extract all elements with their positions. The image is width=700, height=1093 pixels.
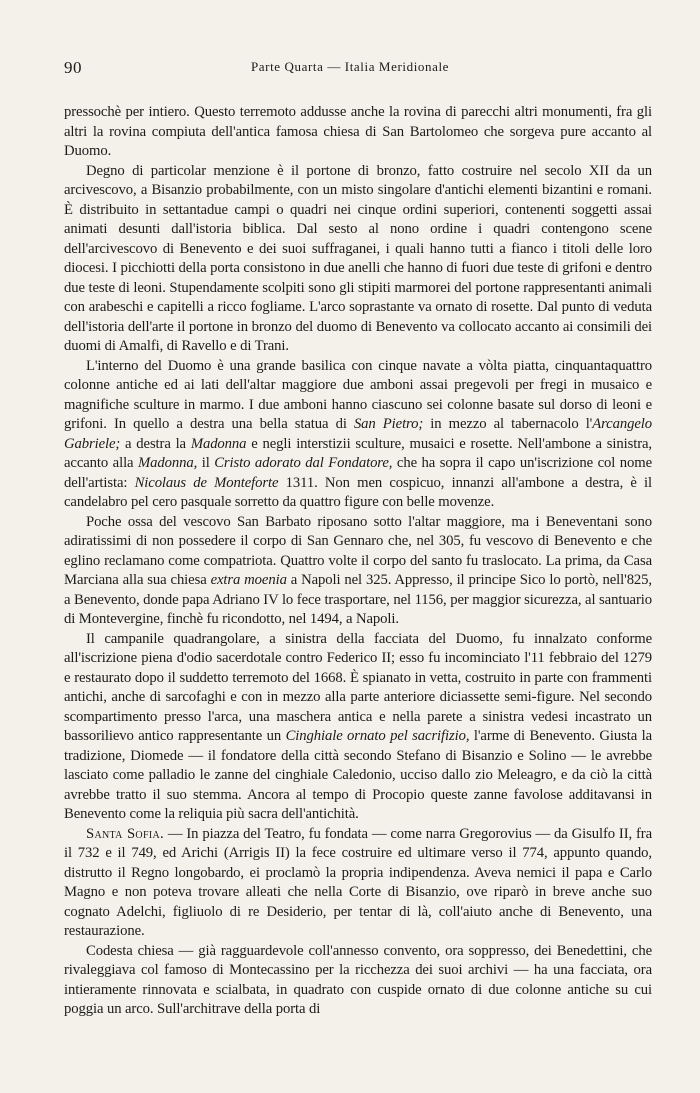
italic-term: Cinghiale ornato pel sacrifizio, xyxy=(285,728,470,744)
italic-term: Arcangelo Gabriele; xyxy=(64,416,652,452)
text-span: L'interno del Duomo è una grande basilica con cinque navate a vòlta piatta, cinquantaquattro colonne antiche ed ai lati dell'altar maggiore due amboni assai pregevoli per fregi in musaico e magnifiche sculture in marmo. I due amboni hanno ciascuno sei colonne basate sul dorso di leoni e grifoni. In quello a destra una bella statua di xyxy=(64,357,652,432)
running-head: Parte Quarta — Italia Meridionale xyxy=(250,59,450,74)
paragraph-interior xyxy=(64,357,652,513)
italic-term: Nicolaus de Monteforte xyxy=(134,474,279,491)
paragraph-bronze-door: Degno di particolar menzione è il portone di bronzo, fatto costruire nel secolo XII da un arcivescovo, a Bisanzio probabilmente, con un misto singolare d'antichi elementi bizantini e romani. È distribuito in settantadue campi o quadri nei cinque ordini superiori, contenenti soggetti assai animati desunti dall'istoria biblica. Dal sesto al nono ordine i quadri contengono scene dell'arcivescovo di Benevento e dei suoi suffraganei, i quali hanno tutti a fianco i titoli delle loro diocesi. I picchiotti della porta consistono in due anelli che hanno di fuori due teste di grifoni e dentro due teste di leoni. Stupendamente scolpiti sono gli stipiti marmorei del portone rappresentanti animali con arabeschi e capitelli a ricco fogliame. L'arco soprastante va ornato di rosette. Dal punto di veduta dell'istoria dell'arte il portone in bronzo del duomo di Benevento va collocato accanto ai consimili dei duomi di Amalfi, di Ravello e di Trani. xyxy=(64,162,652,354)
italic-term: Madonna, xyxy=(138,455,198,471)
paragraph-santa-sofia xyxy=(64,825,652,942)
text-span: Poche ossa del vescovo San Barbato riposano sotto l'altar maggiore, ma i Beneventani sono adiratissimi di non possedere il corpo di San Gennaro che, nel 305, fu vescovo di Benevento e che eglino reclamano come compatriota. Quattro volte il corpo del santo fu traslocato. La prima, da Casa Marciana alla sua chiesa xyxy=(64,513,652,588)
italic-term: San Pietro; xyxy=(353,416,424,432)
body-text xyxy=(64,103,652,1020)
text-span: l'arme di Benevento. Giusta la tradizione, Diomede — il fondatore della città secondo Stefano di Bisanzio e Solino — le avrebbe lasciato come palladio le zanne del cinghiale Caledonio, ucciso dallo zio Meleagro, e da ciò la città avrebbe tratto il suo stemma. Ancora al tempo di Procopio queste zanne favolose additavansi in Benevento come la reliquia più sacra dell'antichità. xyxy=(64,728,652,822)
page-header xyxy=(64,58,636,82)
italic-term: Madonna xyxy=(190,435,247,452)
paragraph-continuation: pressochè per intiero. Questo terremoto addusse anche la rovina di parecchi altri monumenti, fra gli altri la rovina compiuta dell'antica famosa chiesa di San Bartolomeo che sorgeva pure accanto al Duomo. xyxy=(64,104,652,159)
text-span: 1311. Non men cospicuo, innanzi all'ambone a destra, è il candelabro pel cero pasquale sorretto da quattro figure con belle movenze. xyxy=(64,474,653,510)
text-span: e negli interstizii sculture, musaici e rosette. Nell'ambone a sinistra, accanto alla xyxy=(64,435,653,471)
text-span: a destra la xyxy=(120,435,191,452)
text-span: il xyxy=(197,455,215,471)
page-number: 90 xyxy=(64,58,82,77)
text-span: che ha sopra il capo un'iscrizione col nome dell'artista: xyxy=(64,455,652,491)
text-span: — In piazza del Teatro, fu fondata — come narra Gregorovius — da Gisulfo II, fra il 732 e il 749, ed Arichi (Arrigis II) la fece costruire ed ultimare verso il 774, appunto quando, distrutto il Regno longobardo, ei proclamò la propria indipendenza. Aveva nemici il papa e Carlo Magno e non poteva trovare alleati che nella Corte di Bisanzio, ove riparò in breve anche suo cognato Adelchi, figliuolo di re Desiderio, per tentar di là, coll'aiuto anche di Benevento, una restaurazione. xyxy=(64,825,653,939)
paragraph-codesta-chiesa: Codesta chiesa — già ragguardevole coll'annesso convento, ora soppresso, dei Benedettini, che rivaleggiava col famoso di Montecassino per la ricchezza dei suoi archivi — ha una facciata, ora intieramente rinnovata e scialbata, in quadrato con cuspide ornato di due colonne antiche su cui poggia un arco. Sull'architrave della porta di xyxy=(64,942,652,1017)
italic-term: Cristo adorato dal Fondatore, xyxy=(214,455,393,471)
italic-term: extra moenia xyxy=(210,572,287,588)
text-span: in mezzo al tabernacolo l' xyxy=(423,416,593,432)
section-heading: Santa Sofia. xyxy=(86,825,164,842)
paragraph-campanile xyxy=(64,630,652,825)
paragraph-san-gennaro xyxy=(64,513,652,630)
text-span: Il campanile quadrangolare, a sinistra della facciata del Duomo, fu innalzato conforme all'iscrizione piena d'odio sacerdotale contro Federico II; esso fu incominciato l'11 febbraio del 1279 e restaurato dopo il suddetto terremoto del 1668. È spianato in vetta, costruito in parte con frammenti antichi, anche di sarcofaghi e con in mezzo alla parte anteriore diciassette semi-figure. Nel secondo scompartimento presso l'arca, una maschera antica e nella parete a sinistra vedesi incastrato un bassorilievo antico rappresentante un xyxy=(64,630,652,744)
text-span: a Napoli nel 325. Appresso, il principe Sico lo portò, nell'825, a Benevento, donde papa Adriano IV lo fece trasportare, nel 1156, per maggior sicurezza, al santuario di Montevergine, finchè fu ricondotto, nel 1494, a Napoli. xyxy=(64,572,652,627)
